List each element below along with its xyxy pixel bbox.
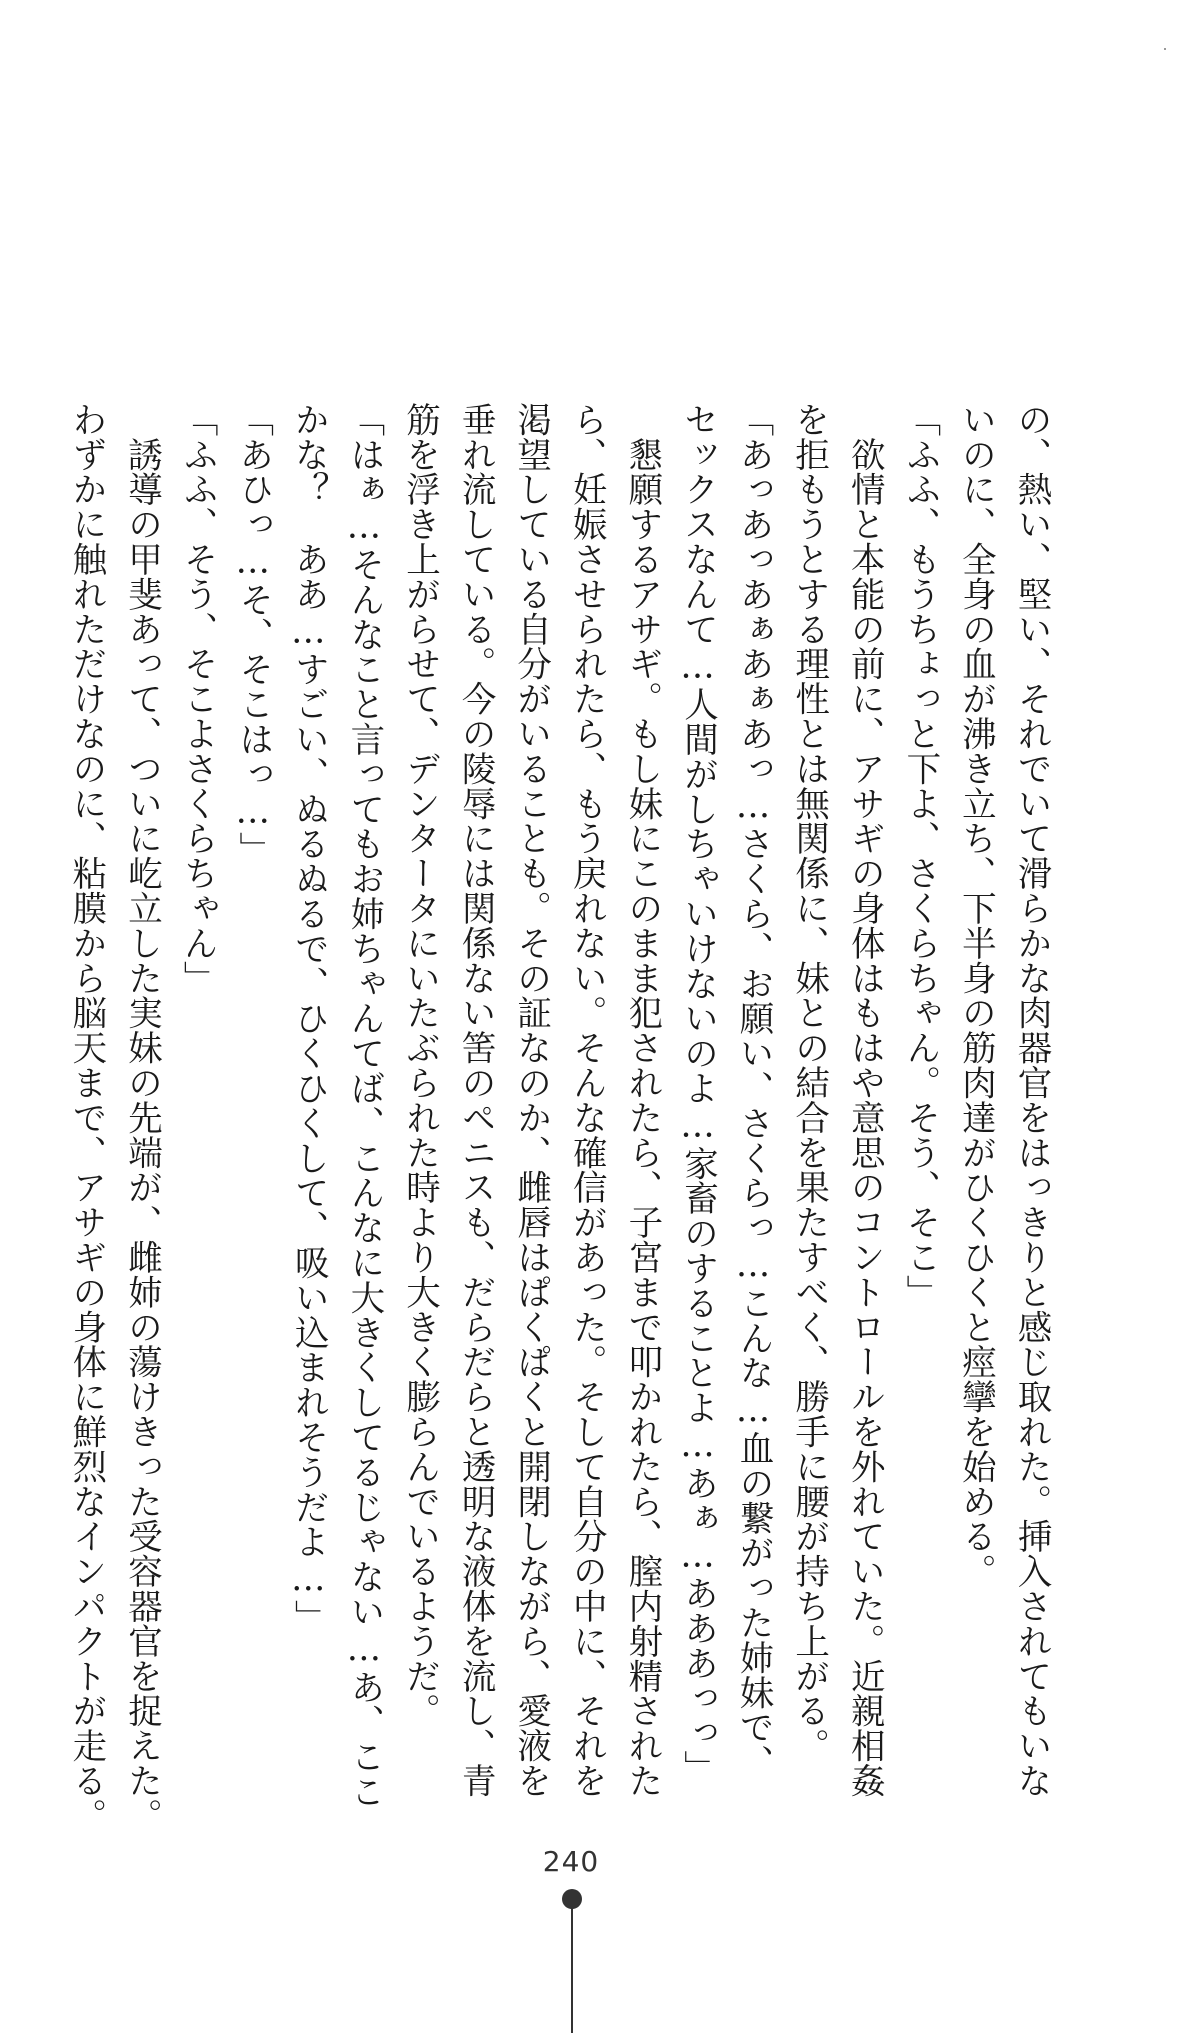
marker-dot-icon xyxy=(562,1889,582,1909)
text-line-15: 「あひっ…そ、そこはっ…」 xyxy=(232,402,273,867)
text-line-14: かな？ ああ…すごい、ぬるぬるで、ひくひくして、吸い込まれそうだよ…」 xyxy=(288,402,329,1635)
text-line-9: ら、妊娠させられたら、もう戻れない。そんな確信があった。そして自分の中に、それを xyxy=(566,402,607,1798)
text-line-13: 「はぁ…そんなこと言ってもお姉ちゃんてば、こんなに大きくしてるじゃない…あ、ここ xyxy=(343,402,384,1809)
text-line-1: の、熱い、堅い、それでいて滑らかな肉器官をはっきりと感じ取れた。挿入されてもいな xyxy=(1011,402,1051,1798)
text-line-5: を拒もうとする理性とは無関係に、妹との結合を果たすべく、勝手に腰が持ち上がる。 xyxy=(788,402,829,1764)
text-line-2: いのに、全身の血が沸き立ち、下半身の筋肉達がひくひくと痙攣を始める。 xyxy=(955,402,996,1589)
page-marker xyxy=(562,1889,582,2033)
text-line-7: セックスなんて…人間がしちゃいけないのよ…家畜のすることよ…あぁ…あああっっ」 xyxy=(677,402,718,1786)
text-line-17: 誘導の甲斐あって、ついに屹立した実妹の先端が、雌姉の蕩けきった受容器官を捉えた。 xyxy=(121,402,162,1833)
text-line-16: 「ふふ、そう、そこよさくらちゃん」 xyxy=(177,402,218,996)
text-line-18: わずかに触れただけなのに、粘膜から脳天まで、アサギの身体に鮮烈なインパクトが走る。 xyxy=(65,402,106,1833)
text-line-11: 垂れ流している。今の陵辱には関係ない筈のペニスも、だらだらと透明な液体を流し、青 xyxy=(455,402,496,1798)
text-line-3: 「ふふ、もうちょっと下よ、さくらちゃん。そう、そこ」 xyxy=(899,402,940,1310)
text-line-6: 「あっあっあぁあぁあっ…さくら、お願い、さくらっ…こんな…血の繋がった姉妹で、 xyxy=(733,402,774,1780)
corner-speck xyxy=(1164,48,1166,50)
page-number: 240 xyxy=(542,1845,600,1878)
marker-line xyxy=(571,1907,573,2033)
text-line-4: 欲情と本能の前に、アサギの身体はもはや意思のコントロールを外れていた。近親相姦 xyxy=(844,402,885,1798)
vertical-text-body xyxy=(65,402,1058,1833)
text-line-12: 筋を浮き上がらせて、デンタータにいたぶられた時より大きく膨らんでいるようだ。 xyxy=(399,402,440,1729)
text-line-10: 渇望している自分がいることも。その証なのか、雌唇はぱくぱくと開閉しながら、愛液を xyxy=(510,402,551,1798)
text-line-8: 懇願するアサギ。もし妹にこのまま犯されたら、子宮まで叩かれたら、膣内射精された xyxy=(621,402,662,1798)
